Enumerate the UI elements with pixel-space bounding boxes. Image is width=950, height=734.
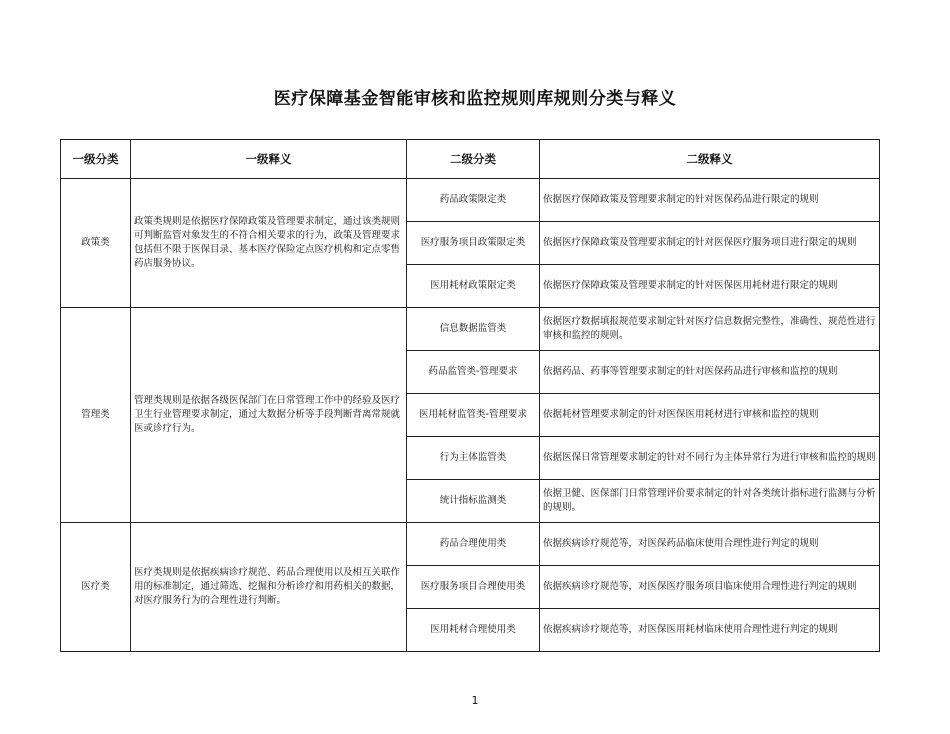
level2-definition-cell: 依据疾病诊疗规范等，对医保药品临床使用合理性进行判定的规则 xyxy=(540,523,880,566)
table-row xyxy=(61,179,880,222)
level2-category-cell: 药品政策限定类 xyxy=(407,179,540,222)
level1-definition-cell: 医疗类规则是依据疾病诊疗规范、药品合理使用以及相互关联作用的标准制定，通过筛选、挖掘和分析诊疗和用药相关的数据，对医疗服务行为的合理性进行判断。 xyxy=(131,523,407,652)
level1-category-cell: 政策类 xyxy=(61,179,131,308)
level2-definition-cell: 依据疾病诊疗规范等，对医保医疗服务项目临床使用合理性进行判定的规则 xyxy=(540,566,880,609)
level2-definition-cell: 依据药品、药事等管理要求制定的针对医保药品进行审核和监控的规则 xyxy=(540,351,880,394)
level2-category-cell: 统计指标监测类 xyxy=(407,480,540,523)
level2-definition-cell: 依据医疗数据填报规范要求制定针对医疗信息数据完整性，准确性、规范性进行审核和监控的规则。 xyxy=(540,308,880,351)
level1-definition-cell: 管理类规则是依据各级医保部门在日常管理工作中的经验及医疗卫生行业管理要求制定，通过大数据分析等手段判断背离常规就医或诊疗行为。 xyxy=(131,308,407,523)
level2-category-cell: 药品监管类-管理要求 xyxy=(407,351,540,394)
level2-category-cell: 行为主体监管类 xyxy=(407,437,540,480)
level2-category-cell: 医用耗材监管类-管理要求 xyxy=(407,394,540,437)
header-level1-category: 一级分类 xyxy=(61,140,131,179)
level2-category-cell: 医疗服务项目政策限定类 xyxy=(407,222,540,265)
level1-category-cell: 医疗类 xyxy=(61,523,131,652)
level2-category-cell: 药品合理使用类 xyxy=(407,523,540,566)
header-level1-definition: 一级释义 xyxy=(131,140,407,179)
table-header-row xyxy=(61,140,880,179)
level1-category-cell: 管理类 xyxy=(61,308,131,523)
page-title: 医疗保障基金智能审核和监控规则库规则分类与释义 xyxy=(273,89,677,109)
level2-category-cell: 信息数据监管类 xyxy=(407,308,540,351)
level1-definition-cell: 政策类规则是依据医疗保障政策及管理要求制定，通过该类规则可判断监管对象发生的不符合相关要求的行为，政策及管理要求包括但不限于医保目录、基本医疗保险定点医疗机构和定点零售药店服务协议。 xyxy=(131,179,407,308)
level2-definition-cell: 依据卫健、医保部门日常管理评价要求制定的针对各类统计指标进行监测与分析的规则。 xyxy=(540,480,880,523)
level2-definition-cell: 依据疾病诊疗规范等，对医保医用耗材临床使用合理性进行判定的规则 xyxy=(540,609,880,652)
level2-category-cell: 医用耗材政策限定类 xyxy=(407,265,540,308)
table-row xyxy=(61,523,880,566)
header-level2-definition: 二级释义 xyxy=(540,140,880,179)
page-number: 1 xyxy=(471,694,479,707)
level2-definition-cell: 依据医疗保障政策及管理要求制定的针对医保医用耗材进行限定的规则 xyxy=(540,265,880,308)
level2-definition-cell: 依据医疗保障政策及管理要求制定的针对医保药品进行限定的规则 xyxy=(540,179,880,222)
rules-table xyxy=(60,139,880,652)
header-level2-category: 二级分类 xyxy=(407,140,540,179)
level2-category-cell: 医疗服务项目合理使用类 xyxy=(407,566,540,609)
level2-category-cell: 医用耗材合理使用类 xyxy=(407,609,540,652)
table-row xyxy=(61,308,880,351)
level2-definition-cell: 依据医保日常管理要求制定的针对不同行为主体异常行为进行审核和监控的规则 xyxy=(540,437,880,480)
level2-definition-cell: 依据医疗保障政策及管理要求制定的针对医保医疗服务项目进行限定的规则 xyxy=(540,222,880,265)
level2-definition-cell: 依据耗材管理要求制定的针对医保医用耗材进行审核和监控的规则 xyxy=(540,394,880,437)
